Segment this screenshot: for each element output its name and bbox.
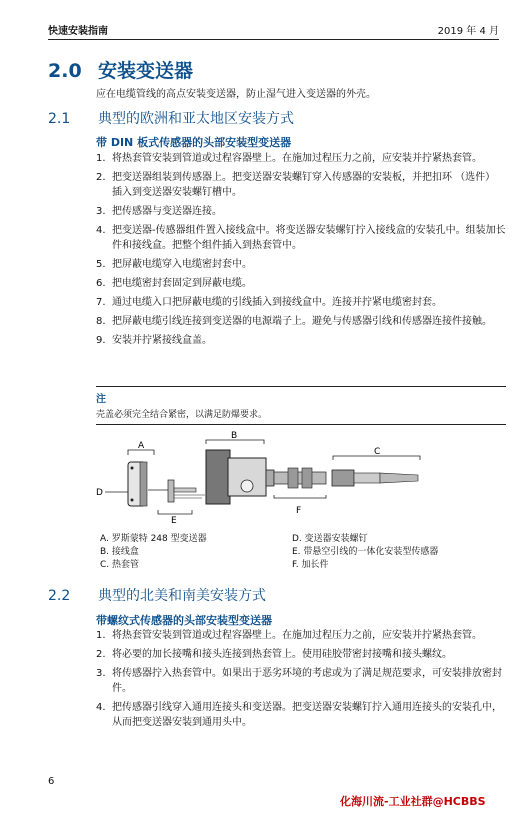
junction-box-neck	[266, 470, 274, 486]
transmitter-screw	[131, 499, 134, 502]
legend-item: A. 罗斯蒙特 248 型变送器	[100, 534, 207, 544]
note-title: 注	[96, 394, 106, 405]
step-item: 8. 把屏蔽电缆引线连接到变送器的电源端子上。避免与传感器引线和传感器连接件接触。	[96, 316, 492, 327]
label-e: E	[171, 516, 177, 526]
legend-item: D. 变送器安装螺钉	[292, 534, 368, 544]
section-intro: 应在电缆管线的高点安装变送器，防止湿气进入变送器的外壳。	[96, 89, 376, 100]
step-item: 4. 把传感器引线穿入通用连接头和变送器。把变送器安装螺钉拧入通用连接头的安装孔中，从而把变送器安装到通用头中。	[96, 702, 502, 728]
extension-nut	[288, 468, 298, 488]
assembly-diagram	[88, 428, 513, 528]
thermowell-thread	[354, 473, 380, 483]
installation-steps-na	[96, 628, 506, 734]
legend-left	[100, 533, 207, 572]
header-date: 2019 年 4 月	[437, 26, 499, 37]
section-number: 2.1	[48, 111, 71, 127]
label-f: F	[296, 506, 302, 516]
subsection-title: 带 DIN 板式传感器的头部安装型变送器	[96, 136, 292, 149]
section-heading-2-0	[48, 56, 193, 83]
sensor-plate	[168, 480, 174, 502]
section-heading-2-2	[48, 585, 266, 605]
label-a: A	[138, 441, 145, 451]
section-heading-2-1	[48, 108, 294, 128]
page-number: 6	[48, 776, 55, 787]
step-item: 3. 将传感器拧入热套管中。如果出于恶劣环境的考虑或为了满足规范要求，可安装排放密封件。	[96, 668, 502, 694]
transmitter-terminal	[140, 462, 147, 506]
section-title: 安装变送器	[98, 60, 194, 82]
step-item: 4. 把变送器-传感器组件置入接线盒中。将变送器安装螺钉拧入接线盒的安装孔中。组装加长件和接线盒。把整个组件插入到热套管中。	[96, 225, 506, 251]
label-c: C	[374, 447, 381, 457]
header-rule	[48, 39, 499, 40]
thermowell-stem	[380, 473, 418, 483]
page-header	[48, 18, 499, 40]
note-rule-top	[96, 386, 506, 387]
installation-steps-eu	[96, 151, 506, 352]
legend-item: E. 带悬空引线的一体化安装型传感器	[292, 547, 439, 557]
section-number: 2.0	[48, 60, 82, 82]
note-rule-bottom	[96, 424, 506, 425]
legend-right	[292, 533, 438, 572]
cable-entry	[241, 480, 253, 492]
step-item: 2. 将必要的加长接嘴和接头连接到热套管上。使用硅胶带密封接嘴和接头螺纹。	[96, 649, 452, 660]
guide-title: 快速安装指南	[48, 26, 108, 37]
step-item: 3. 把传感器与变送器连接。	[96, 206, 222, 217]
label-d: D	[96, 488, 103, 498]
thermowell-hex	[332, 470, 354, 486]
step-item: 5. 把屏蔽电缆穿入电缆密封套中。	[96, 259, 252, 270]
section-number: 2.2	[48, 588, 71, 604]
label-e-bracket	[158, 510, 192, 514]
step-item: 7. 通过电缆入口把屏蔽电缆的引线插入到接线盒中。连接并拧紧电缆密封套。	[96, 297, 442, 308]
sensor-probe	[174, 488, 196, 492]
note-box	[96, 386, 506, 425]
step-item: 6. 把电缆密封套固定到屏蔽电缆。	[96, 278, 252, 289]
legend-item: B. 接线盒	[100, 547, 139, 557]
section-title: 典型的欧洲和亚太地区安装方式	[98, 111, 294, 127]
step-item: 2. 把变送器组装到传感器上。把变送器安装螺钉穿入传感器的安装板，并把扣环 （选件） 插入到变送器安装螺钉槽中。	[96, 172, 496, 198]
legend-item: C. 热套管	[100, 560, 140, 570]
step-item: 1. 将热套管安装到管道或过程容器壁上。在施加过程压力之前，应安装并拧紧热套管。	[96, 153, 482, 164]
transmitter-screw	[131, 467, 134, 470]
subsection-title: 带螺纹式传感器的头部安装型变送器	[96, 614, 272, 627]
step-item: 9. 安装并拧紧接线盒盖。	[96, 335, 212, 346]
note-text: 壳盖必须完全结合紧密，以满足防爆要求。	[96, 410, 268, 420]
legend-item: F. 加长件	[292, 560, 329, 570]
label-f-bracket	[274, 495, 326, 498]
label-b: B	[231, 431, 238, 441]
extension-nut	[302, 468, 312, 488]
junction-box-cover	[206, 450, 230, 504]
step-item: 1. 将热套管安装到管道或过程容器壁上。在施加过程压力之前，应安装并拧紧热套管。	[96, 630, 482, 641]
watermark: 化海川流-工业社群@HCBBS	[340, 795, 486, 808]
extension-fitting	[274, 472, 326, 484]
section-title: 典型的北美和南美安装方式	[98, 588, 266, 604]
